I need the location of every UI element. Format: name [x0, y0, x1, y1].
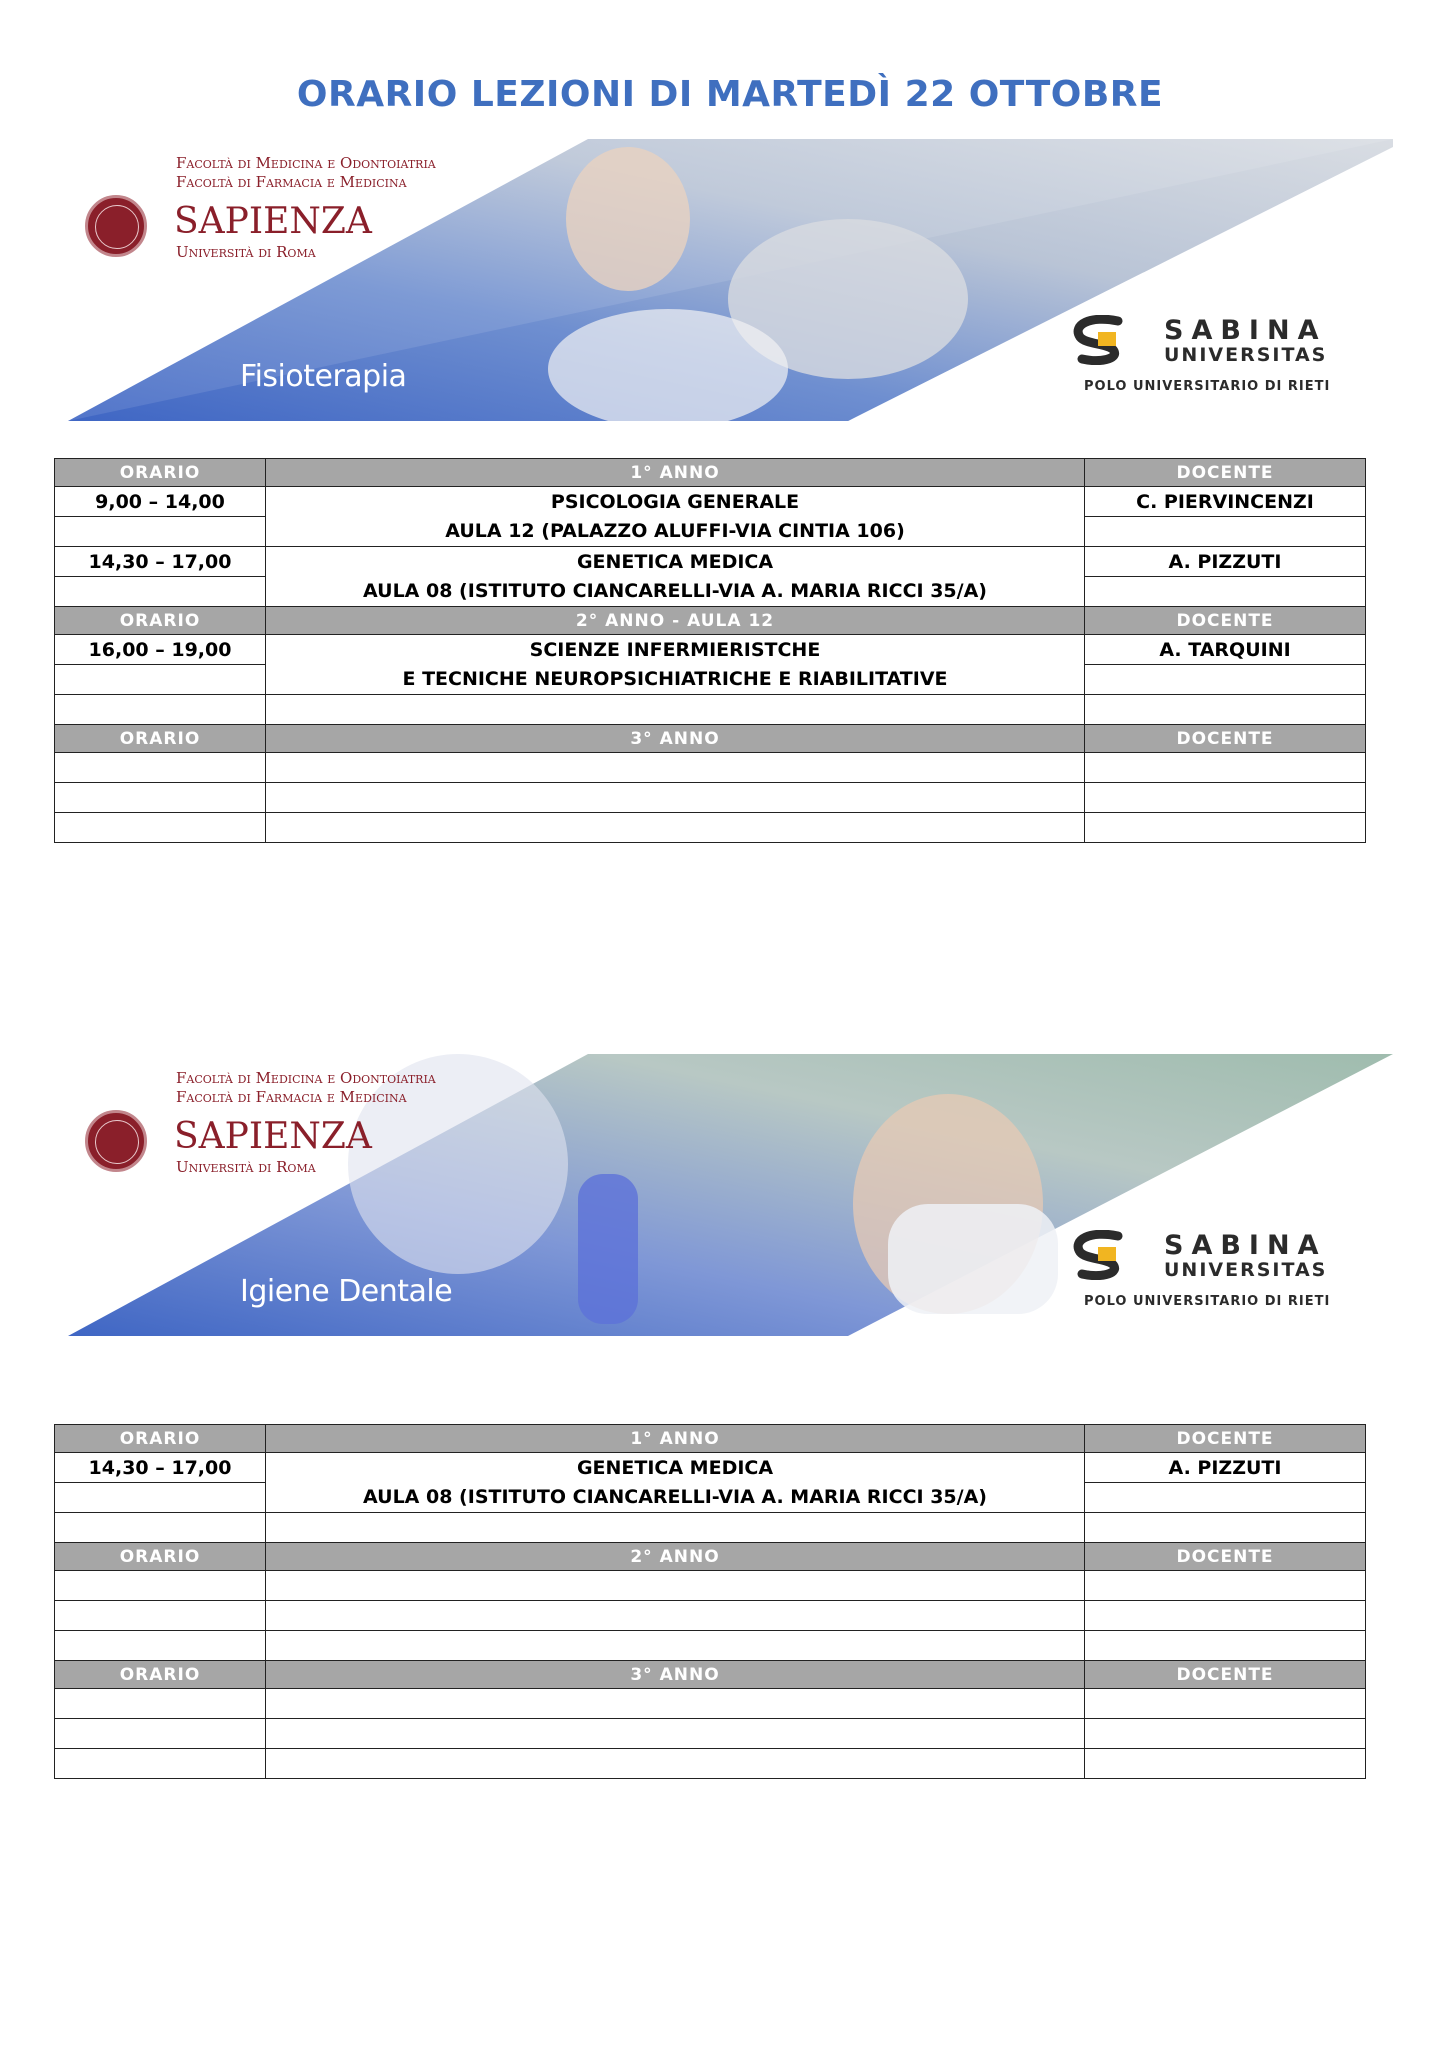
- docente-cell: [1085, 1719, 1366, 1749]
- lesson-cell: SCIENZE INFERMIERISTCHE: [266, 635, 1085, 665]
- table-row: [55, 1483, 1366, 1513]
- table-row: [55, 813, 1366, 843]
- header-anno: 2° ANNO: [266, 1543, 1085, 1571]
- orario-cell: 14,30 – 17,00: [55, 547, 266, 577]
- university-sub: Università di Roma: [176, 243, 316, 261]
- sapienza-seal-icon: [85, 1110, 147, 1172]
- lesson-cell: GENETICA MEDICA: [266, 1453, 1085, 1483]
- table-row: [55, 1453, 1366, 1483]
- lesson-cell: [266, 753, 1085, 783]
- university-name: SAPIENZA: [174, 201, 372, 242]
- table-row: [55, 1513, 1366, 1543]
- table-row: [55, 695, 1366, 725]
- partner-polo: POLO UNIVERSITARIO DI RIETI: [1084, 379, 1331, 394]
- table-row: [55, 1689, 1366, 1719]
- university-sub: Università di Roma: [176, 1158, 316, 1176]
- header-docente: DOCENTE: [1085, 1425, 1366, 1453]
- orario-cell: [55, 1719, 266, 1749]
- university-name: SAPIENZA: [174, 1116, 372, 1157]
- lesson-cell: [266, 1513, 1085, 1543]
- lesson-cell: GENETICA MEDICA: [266, 547, 1085, 577]
- table-header-row: [55, 1425, 1366, 1453]
- docente-cell: [1085, 577, 1366, 607]
- course-name: Igiene Dentale: [240, 1274, 453, 1309]
- partner-name: SABINA: [1164, 315, 1327, 346]
- header-anno: 1° ANNO: [266, 459, 1085, 487]
- docente-cell: [1085, 517, 1366, 547]
- table-row: [55, 1571, 1366, 1601]
- faculty-line-2: Facoltà di Farmacia e Medicina: [176, 1088, 407, 1106]
- partner-sub: UNIVERSITAS: [1164, 344, 1328, 366]
- header-orario: ORARIO: [55, 1543, 266, 1571]
- docente-cell: [1085, 783, 1366, 813]
- header-docente: DOCENTE: [1085, 459, 1366, 487]
- table-row: [55, 547, 1366, 577]
- orario-cell: [55, 1749, 266, 1779]
- header-anno: 3° ANNO: [266, 725, 1085, 753]
- orario-cell: 9,00 – 14,00: [55, 487, 266, 517]
- table-header-row: [55, 725, 1366, 753]
- docente-cell: [1085, 1689, 1366, 1719]
- table-row: [55, 783, 1366, 813]
- orario-cell: [55, 577, 266, 607]
- header-anno: 3° ANNO: [266, 1661, 1085, 1689]
- header-orario: ORARIO: [55, 1425, 266, 1453]
- docente-cell: [1085, 1571, 1366, 1601]
- orario-cell: [55, 783, 266, 813]
- table-row: [55, 487, 1366, 517]
- docente-cell: [1085, 1749, 1366, 1779]
- lesson-cell: [266, 1601, 1085, 1631]
- partner-sub: UNIVERSITAS: [1164, 1259, 1328, 1281]
- header-anno: 2° ANNO - AULA 12: [266, 607, 1085, 635]
- lesson-cell: [266, 695, 1085, 725]
- table-row: [55, 517, 1366, 547]
- orario-cell: 14,30 – 17,00: [55, 1453, 266, 1483]
- orario-cell: [55, 695, 266, 725]
- orario-cell: [55, 517, 266, 547]
- orario-cell: [55, 1601, 266, 1631]
- sabina-logo-icon: [1070, 1230, 1130, 1280]
- table-row: [55, 1601, 1366, 1631]
- faculty-line-1: Facoltà di Medicina e Odontoiatria: [176, 1069, 436, 1087]
- orario-cell: [55, 813, 266, 843]
- lesson-cell: E TECNICHE NEUROPSICHIATRICHE E RIABILITATIVE: [266, 665, 1085, 695]
- lesson-cell: [266, 1749, 1085, 1779]
- docente-cell: A. TARQUINI: [1085, 635, 1366, 665]
- orario-cell: [55, 1513, 266, 1543]
- table-row: [55, 1719, 1366, 1749]
- docente-cell: [1085, 1483, 1366, 1513]
- lesson-cell: PSICOLOGIA GENERALE: [266, 487, 1085, 517]
- table-header-row: [55, 1661, 1366, 1689]
- docente-cell: [1085, 695, 1366, 725]
- docente-cell: [1085, 813, 1366, 843]
- header-orario: ORARIO: [55, 725, 266, 753]
- lesson-cell: [266, 783, 1085, 813]
- orario-cell: [55, 753, 266, 783]
- partner-name: SABINA: [1164, 1230, 1327, 1261]
- lesson-cell: [266, 1631, 1085, 1661]
- header-anno: 1° ANNO: [266, 1425, 1085, 1453]
- orario-cell: [55, 1689, 266, 1719]
- header-orario: ORARIO: [55, 607, 266, 635]
- banner-igiene-dentale: [68, 1054, 1393, 1336]
- docente-cell: [1085, 1631, 1366, 1661]
- banner-fisioterapia: [68, 139, 1393, 421]
- table-row: [55, 1631, 1366, 1661]
- faculty-line-2: Facoltà di Farmacia e Medicina: [176, 173, 407, 191]
- docente-cell: A. PIZZUTI: [1085, 547, 1366, 577]
- faculty-line-1: Facoltà di Medicina e Odontoiatria: [176, 154, 436, 172]
- header-docente: DOCENTE: [1085, 1661, 1366, 1689]
- table-row: [55, 635, 1366, 665]
- header-docente: DOCENTE: [1085, 1543, 1366, 1571]
- docente-cell: [1085, 665, 1366, 695]
- docente-cell: A. PIZZUTI: [1085, 1453, 1366, 1483]
- docente-cell: C. PIERVINCENZI: [1085, 487, 1366, 517]
- lesson-cell: [266, 813, 1085, 843]
- header-docente: DOCENTE: [1085, 607, 1366, 635]
- table-row: [55, 753, 1366, 783]
- schedule-table-igiene-dentale: [54, 1424, 1366, 1779]
- header-orario: ORARIO: [55, 1661, 266, 1689]
- lesson-cell: [266, 1719, 1085, 1749]
- table-row: [55, 665, 1366, 695]
- docente-cell: [1085, 1601, 1366, 1631]
- orario-cell: 16,00 – 19,00: [55, 635, 266, 665]
- faculty-names: [176, 1069, 436, 1107]
- schedule-table-fisioterapia: [54, 458, 1366, 843]
- sapienza-seal-icon: [85, 195, 147, 257]
- orario-cell: [55, 1571, 266, 1601]
- docente-cell: [1085, 1513, 1366, 1543]
- header-orario: ORARIO: [55, 459, 266, 487]
- lesson-cell: [266, 1571, 1085, 1601]
- faculty-names: [176, 154, 436, 192]
- table-header-row: [55, 1543, 1366, 1571]
- sabina-logo-icon: [1070, 315, 1130, 365]
- lesson-cell: AULA 08 (ISTITUTO CIANCARELLI-VIA A. MARIA RICCI 35/A): [266, 577, 1085, 607]
- header-docente: DOCENTE: [1085, 725, 1366, 753]
- orario-cell: [55, 665, 266, 695]
- table-header-row: [55, 459, 1366, 487]
- orario-cell: [55, 1631, 266, 1661]
- table-row: [55, 1749, 1366, 1779]
- docente-cell: [1085, 753, 1366, 783]
- orario-cell: [55, 1483, 266, 1513]
- table-row: [55, 577, 1366, 607]
- table-header-row: [55, 607, 1366, 635]
- lesson-cell: [266, 1689, 1085, 1719]
- course-name: Fisioterapia: [240, 359, 407, 394]
- page-title: ORARIO LEZIONI DI MARTEDÌ 22 OTTOBRE: [296, 74, 1164, 115]
- lesson-cell: AULA 08 (ISTITUTO CIANCARELLI-VIA A. MARIA RICCI 35/A): [266, 1483, 1085, 1513]
- partner-polo: POLO UNIVERSITARIO DI RIETI: [1084, 1294, 1331, 1309]
- lesson-cell: AULA 12 (PALAZZO ALUFFI-VIA CINTIA 106): [266, 517, 1085, 547]
